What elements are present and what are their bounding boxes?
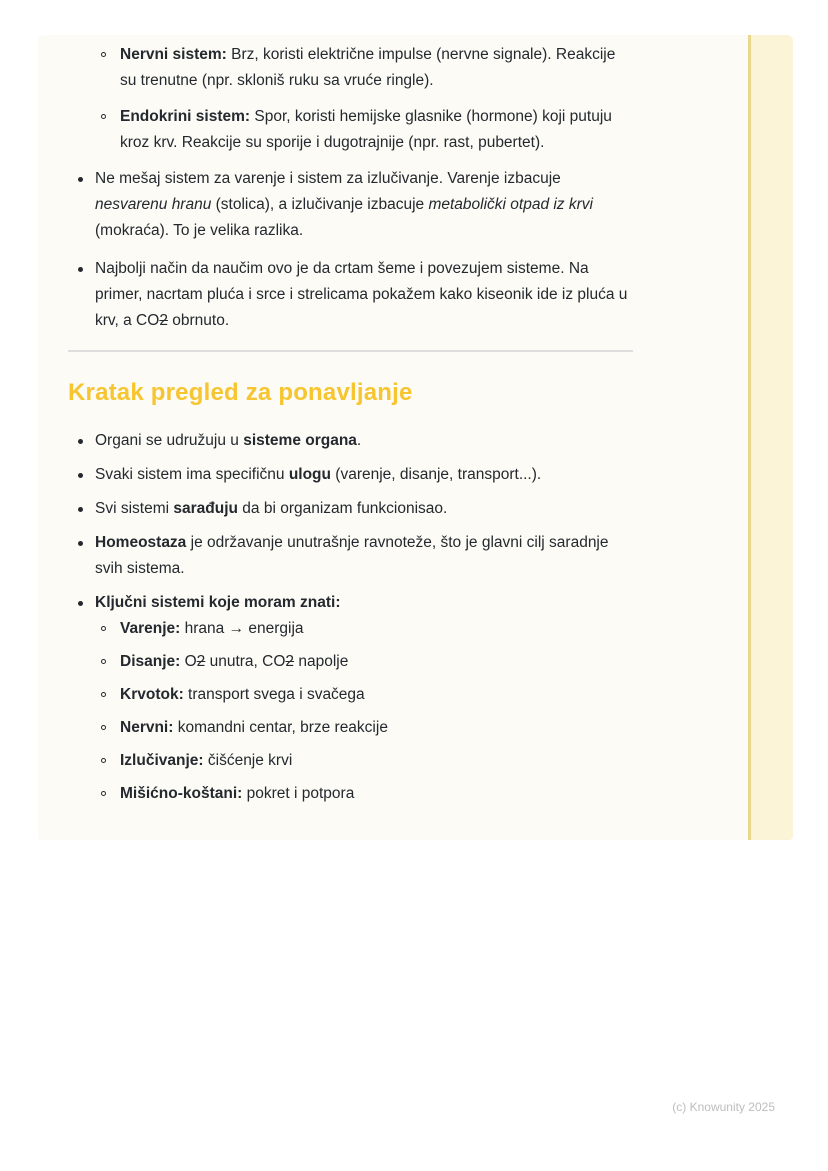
list-item xyxy=(68,256,634,334)
list-item-text: Varenje: hrana → energija xyxy=(120,619,304,637)
footer-credit: (c) Knowunity 2025 xyxy=(672,1100,775,1114)
study-notes-list xyxy=(68,166,634,334)
disc-bullet-icon xyxy=(78,507,83,512)
list-item xyxy=(95,649,634,675)
review-summary-list xyxy=(68,428,634,807)
list-item xyxy=(68,530,634,582)
list-item xyxy=(68,590,634,807)
section-divider xyxy=(68,350,633,352)
list-item-text: Nervni: komandni centar, brze reakcije xyxy=(120,718,388,736)
circle-bullet-icon xyxy=(101,758,106,763)
list-item xyxy=(95,781,634,807)
list-item-text: Mišićno-koštani: pokret i potpora xyxy=(120,784,355,802)
system-comparison-list xyxy=(68,42,634,156)
list-item xyxy=(95,748,634,774)
list-item xyxy=(68,428,634,454)
list-item-text: Izlučivanje: čišćenje krvi xyxy=(120,751,293,769)
disc-bullet-icon xyxy=(78,267,83,272)
circle-bullet-icon xyxy=(101,725,106,730)
list-item-text: Endokrini sistem: Spor, koristi hemijske glasnike (hormone) koji putuju kroz krv. Reakcije su sporije i dugotrajnije (npr. rast, pubertet). xyxy=(120,108,612,151)
disc-bullet-icon xyxy=(78,177,83,182)
circle-bullet-icon xyxy=(101,692,106,697)
disc-bullet-icon xyxy=(78,601,83,606)
disc-bullet-icon xyxy=(78,473,83,478)
page-content xyxy=(68,42,634,815)
disc-bullet-icon xyxy=(78,439,83,444)
list-item xyxy=(68,462,634,488)
list-item xyxy=(68,104,634,156)
list-item-text: Nervni sistem: Brz, koristi električne impulse (nervne signale). Reakcije su trenutne (npr. skloniš ruku sa vruće ringle). xyxy=(120,46,616,89)
right-margin-highlight-bar xyxy=(748,35,793,840)
list-item xyxy=(68,42,634,94)
circle-bullet-icon xyxy=(101,52,106,57)
list-item-text: Homeostaza je održavanje unutrašnje ravnoteže, što je glavni cilj saradnje svih sistema. xyxy=(95,533,609,577)
list-item-text: Krvotok: transport svega i svačega xyxy=(120,685,365,703)
list-item-text: Svi sistemi sarađuju da bi organizam funkcionisao. xyxy=(95,499,448,517)
circle-bullet-icon xyxy=(101,791,106,796)
circle-bullet-icon xyxy=(101,626,106,631)
list-item xyxy=(68,166,634,244)
list-item-text: Najbolji način da naučim ovo je da crtam šeme i povezujem sisteme. Na primer, nacrtam pluća i srce i strelicama pokažem kako kiseonik ide iz pluća u krv, a CO2 obrnuto. xyxy=(95,260,628,329)
list-item-text: Disanje: O2 unutra, CO2 napolje xyxy=(120,652,349,670)
list-item-text: Ne mešaj sistem za varenje i sistem za izlučivanje. Varenje izbacuje nesvarenu hranu (stolica), a izlučivanje izbacuje metabolički otpad iz krvi (mokraća). To je velika razlika. xyxy=(95,170,593,239)
list-item xyxy=(95,715,634,741)
list-item-text: Organi se udružuju u sisteme organa. xyxy=(95,431,362,449)
list-item xyxy=(95,616,634,642)
list-item xyxy=(68,496,634,522)
key-systems-list xyxy=(95,616,634,807)
list-item-text: Svaki sistem ima specifičnu ulogu (varenje, disanje, transport...). xyxy=(95,465,542,483)
disc-bullet-icon xyxy=(78,541,83,546)
list-item xyxy=(95,682,634,708)
circle-bullet-icon xyxy=(101,659,106,664)
list-item-text: Ključni sistemi koje moram znati: xyxy=(95,593,341,611)
circle-bullet-icon xyxy=(101,114,106,119)
section-heading: Kratak pregled za ponavljanje xyxy=(68,378,413,406)
document-page xyxy=(38,35,793,840)
